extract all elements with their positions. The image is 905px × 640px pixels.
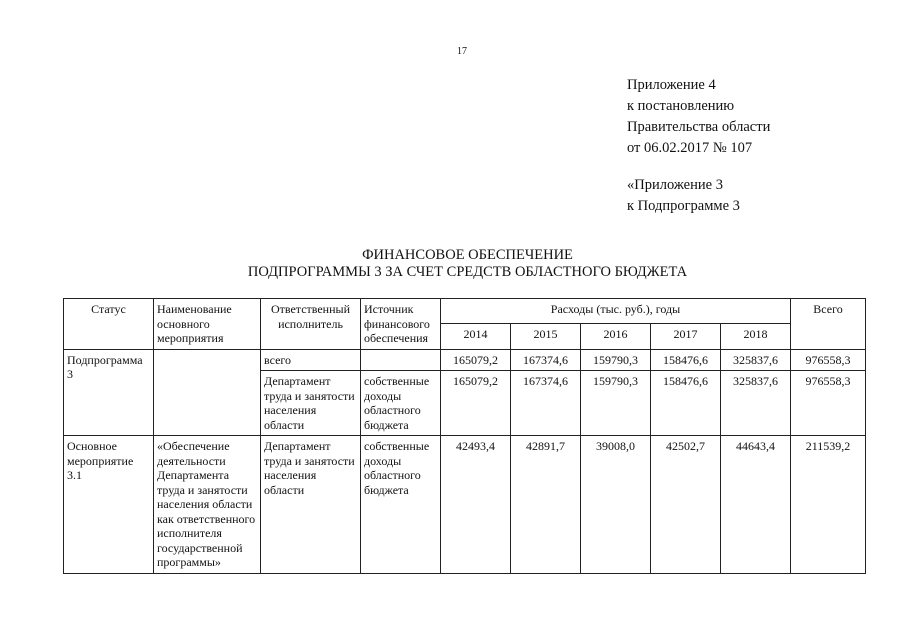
- cell-total: 976558,3: [791, 349, 866, 371]
- cell-executor: Департамент труда и занятости населения области: [261, 371, 361, 436]
- header-status: Статус: [64, 299, 154, 350]
- header-year: 2014: [441, 324, 511, 349]
- header-year: 2016: [581, 324, 651, 349]
- cell-name: «Обеспечение деятельности Департамента труда и занятости населения области как ответственного исполнителя государственной программы»: [154, 436, 261, 574]
- cell-value: 42891,7: [511, 436, 581, 574]
- header-year: 2015: [511, 324, 581, 349]
- title-line: ПОДПРОГРАММЫ 3 ЗА СЧЕТ СРЕДСТВ ОБЛАСТНОГО БЮДЖЕТА: [247, 264, 688, 280]
- appendix-line: к постановлению: [627, 98, 735, 114]
- cell-value: 165079,2: [441, 349, 511, 371]
- cell-status: Основное мероприятие 3.1: [64, 436, 154, 574]
- appendix-line: Правительства области: [627, 119, 771, 135]
- financing-table: [63, 298, 866, 574]
- table-row: [64, 349, 866, 371]
- cell-value: 42493,4: [441, 436, 511, 574]
- header-executor: Ответственный исполнитель: [261, 299, 361, 350]
- cell-source: [361, 349, 441, 371]
- cell-source: собственные доходы областного бюджета: [361, 371, 441, 436]
- cell-value: 167374,6: [511, 371, 581, 436]
- header-year: 2018: [721, 324, 791, 349]
- cell-executor: Департамент труда и занятости населения области: [261, 436, 361, 574]
- cell-value: 167374,6: [511, 349, 581, 371]
- cell-value: 165079,2: [441, 371, 511, 436]
- cell-name: [154, 349, 261, 436]
- appendix-line: «Приложение 3: [627, 177, 723, 193]
- document-title: [0, 247, 905, 281]
- appendix-line: от 06.02.2017 № 107: [627, 140, 753, 156]
- cell-value: 325837,6: [721, 349, 791, 371]
- cell-value: 42502,7: [651, 436, 721, 574]
- header-total: Всего: [791, 299, 866, 350]
- inner-appendix-block: [627, 175, 740, 217]
- header-source: Источник финансового обеспечения: [361, 299, 441, 350]
- cell-source: собственные доходы областного бюджета: [361, 436, 441, 574]
- header-year: 2017: [651, 324, 721, 349]
- cell-total: 211539,2: [791, 436, 866, 574]
- page-number: 17: [457, 46, 467, 57]
- cell-executor: всего: [261, 349, 361, 371]
- appendix-line: к Подпрограмме 3: [627, 198, 740, 214]
- cell-value: 39008,0: [581, 436, 651, 574]
- appendix-line: Приложение 4: [627, 77, 716, 93]
- header-row: [64, 299, 866, 324]
- cell-value: 159790,3: [581, 371, 651, 436]
- cell-value: 159790,3: [581, 349, 651, 371]
- appendix-block: [627, 75, 770, 159]
- cell-status: Подпрограмма 3: [64, 349, 154, 436]
- cell-total: 976558,3: [791, 371, 866, 436]
- cell-value: 158476,6: [651, 371, 721, 436]
- header-name: Наименование основного мероприятия: [154, 299, 261, 350]
- table-row: [64, 436, 866, 574]
- title-line: ФИНАНСОВОЕ ОБЕСПЕЧЕНИЕ: [362, 247, 573, 263]
- cell-value: 158476,6: [651, 349, 721, 371]
- cell-value: 44643,4: [721, 436, 791, 574]
- cell-value: 325837,6: [721, 371, 791, 436]
- header-expenses: Расходы (тыс. руб.), годы: [441, 299, 791, 324]
